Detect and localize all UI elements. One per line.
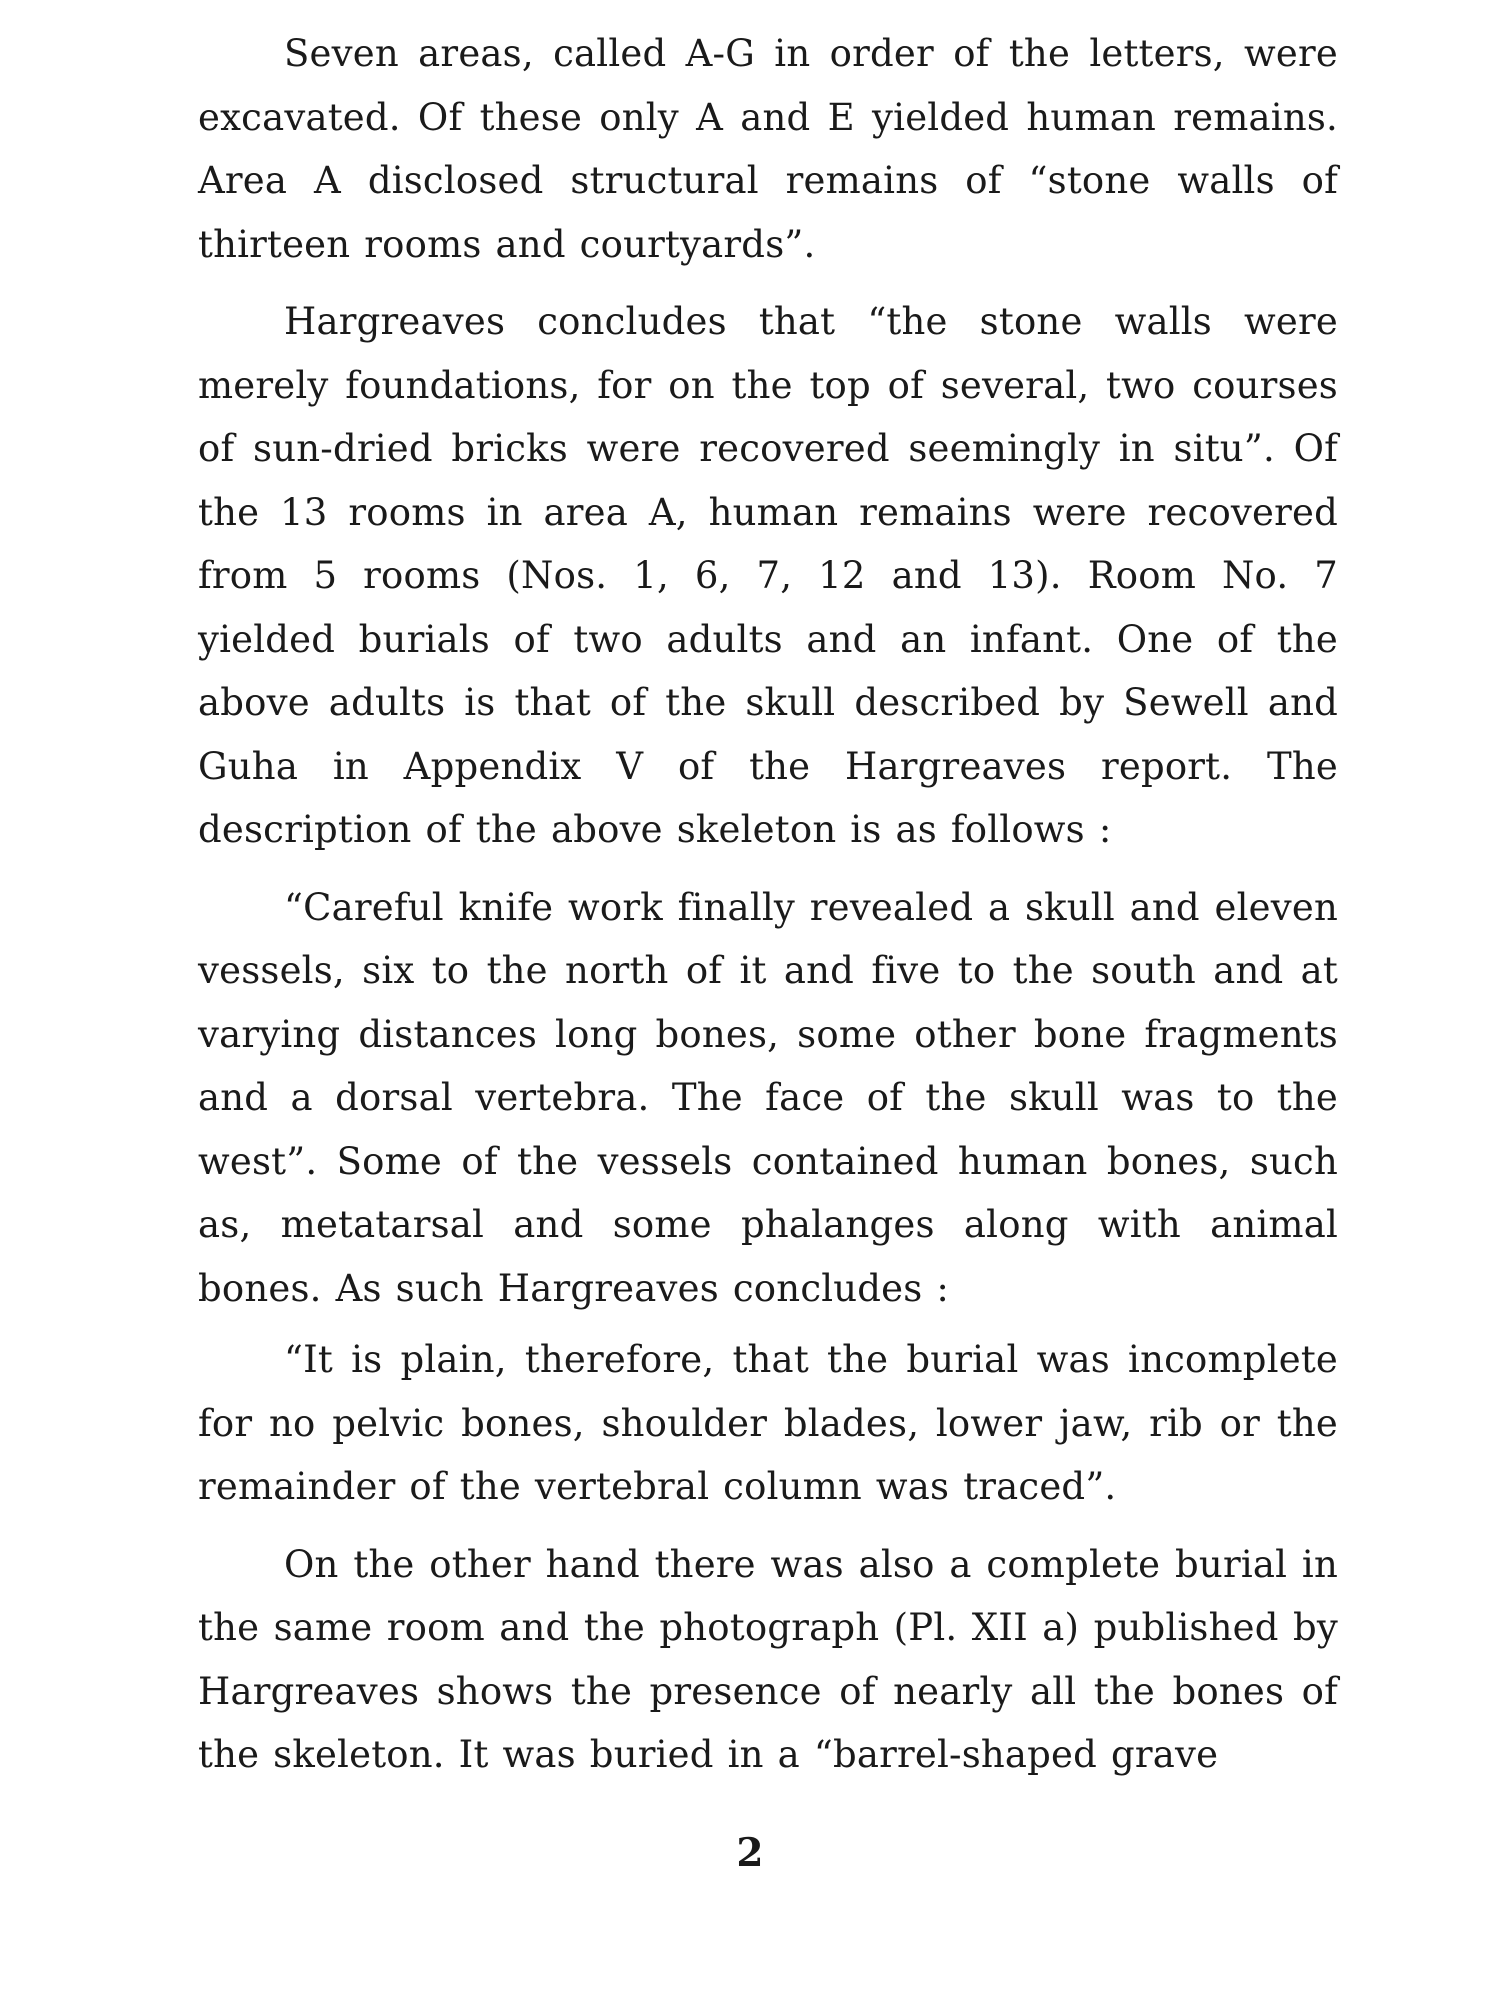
paragraph-incomplete-burial-quote: “It is plain, therefore, that the burial was incomplete for no pelvic bones, shoulder blades, lower jaw, rib or the remainder of the vertebral column was traced”. bbox=[198, 1338, 1338, 1508]
paragraph-excavation-areas: Seven areas, called A-G in order of the letters, were excavated. Of these only A and E yielded human remains. Area A disclosed structural remains of “stone walls of thirteen rooms and courtyards”. bbox=[198, 32, 1338, 266]
paragraph-complete-burial: On the other hand there was also a complete burial in the same room and the photograph (Pl. XII a) published by Hargreaves shows the presence of nearly all the bones of the skeleton. It was buried in a “barrel-shaped grave bbox=[198, 1542, 1338, 1776]
body-text bbox=[198, 22, 1338, 1801]
paragraph-hargreaves-conclusion: Hargreaves concludes that “the stone walls were merely foundations, for on the top of several, two courses of sun-dried bricks were recovered seemingly in situ”. Of the 13 rooms in area A, human remains were recovered from 5 rooms (Nos. 1, 6, 7, 12 and 13). Room No. 7 yielded burials of two adults and an infant. One of the above adults is that of the skull described by Sewell and Guha in Appendix V of the Hargreaves report. The description of the above skeleton is as follows : bbox=[198, 300, 1338, 851]
paragraph-skeleton-description: “Careful knife work finally revealed a skull and eleven vessels, six to the north of it and five to the south and at varying distances long bones, some other bone fragments and a dorsal vertebra. The face of the skull was to the west”. Some of the vessels contained human bones, such as, metatarsal and some phalanges along with animal bones. As such Hargreaves concludes : bbox=[198, 885, 1338, 1310]
page-number: 2 bbox=[736, 1830, 764, 1876]
